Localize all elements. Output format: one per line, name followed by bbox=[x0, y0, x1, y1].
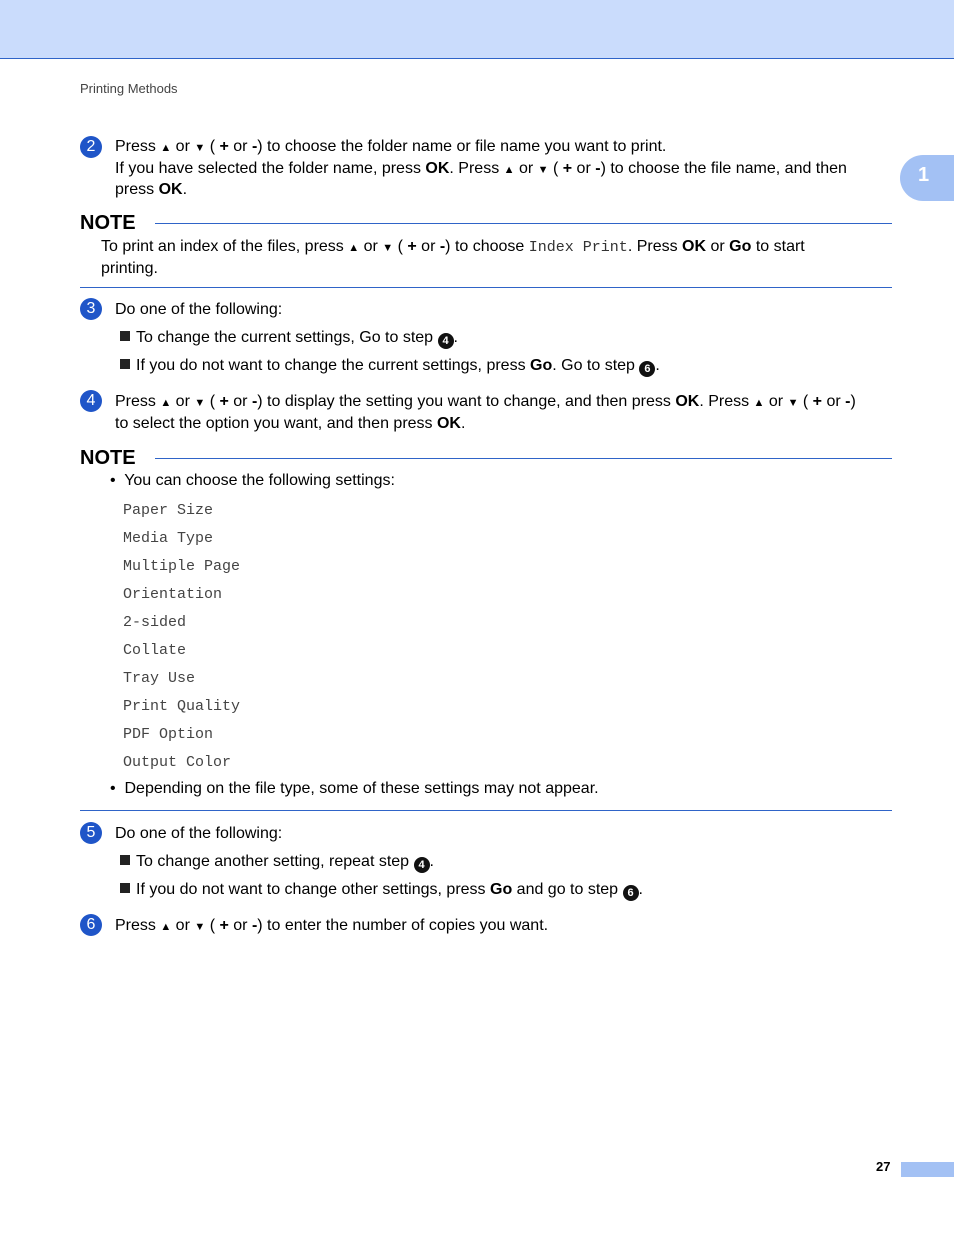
setting-item: Collate bbox=[123, 642, 187, 659]
up-arrow-icon: ▲ bbox=[753, 397, 765, 409]
step-2-text: Press ▲ or ▼ ( + or -) to choose the folder name or file name you want to print. If you have selected the folder name, press OK. Press ▲ or ▼ ( + or -) to choose the file name, and then press OK. bbox=[115, 138, 847, 198]
step-ref-4: 4 bbox=[414, 857, 430, 873]
square-bullet-icon bbox=[120, 855, 130, 865]
up-arrow-icon: ▲ bbox=[503, 163, 515, 176]
note-1-rule bbox=[155, 223, 892, 224]
step-2-marker: 2 bbox=[80, 136, 102, 158]
setting-item: Print Quality bbox=[123, 698, 241, 715]
down-arrow-icon: ▼ bbox=[194, 397, 206, 409]
chapter-number: 1 bbox=[918, 164, 930, 186]
header-band bbox=[0, 0, 954, 59]
step-3-bullet-1: To change the current settings, Go to step 4 . bbox=[120, 328, 458, 349]
note-1-text: To print an index of the files, press ▲ or ▼ ( + or -) to choose Index Print. Press OK or Go to start printing. bbox=[101, 238, 805, 277]
note-2-rule bbox=[155, 458, 892, 459]
up-arrow-icon: ▲ bbox=[160, 921, 172, 933]
up-arrow-icon: ▲ bbox=[160, 142, 172, 154]
chapter-tab bbox=[900, 155, 954, 201]
setting-item: Paper Size bbox=[123, 502, 214, 519]
note-2-title: NOTE bbox=[80, 447, 136, 469]
step-4-text: Press ▲ or ▼ ( + or -) to display the setting you want to change, and then press OK. Press ▲ or ▼ ( + or -) to select the option you want, and then press OK. bbox=[115, 393, 856, 432]
step-6-marker: 6 bbox=[80, 914, 102, 936]
step-3-intro: Do one of the following: bbox=[115, 301, 283, 318]
note-1-title: NOTE bbox=[80, 212, 136, 234]
square-bullet-icon bbox=[120, 331, 130, 341]
note-2-end-rule bbox=[80, 810, 892, 811]
down-arrow-icon: ▼ bbox=[537, 163, 549, 176]
setting-item: Orientation bbox=[123, 586, 223, 603]
down-arrow-icon: ▼ bbox=[194, 142, 206, 154]
setting-item: Output Color bbox=[123, 754, 232, 771]
step-3-bullet-2: If you do not want to change the current settings, press Go. Go to step 6 . bbox=[120, 356, 660, 377]
step-5-intro: Do one of the following: bbox=[115, 825, 283, 842]
step-ref-4: 4 bbox=[438, 333, 454, 349]
step-ref-6: 6 bbox=[623, 885, 639, 901]
up-arrow-icon: ▲ bbox=[348, 242, 360, 254]
setting-item: Multiple Page bbox=[123, 558, 241, 575]
square-bullet-icon bbox=[120, 359, 130, 369]
step-5-bullet-2: If you do not want to change other settings, press Go and go to step 6 . bbox=[120, 880, 643, 901]
page-number-bar bbox=[901, 1162, 954, 1177]
page-number: 27 bbox=[876, 1159, 891, 1174]
step-3-marker: 3 bbox=[80, 298, 102, 320]
setting-item: 2-sided bbox=[123, 614, 187, 631]
step-4-marker: 4 bbox=[80, 390, 102, 412]
down-arrow-icon: ▼ bbox=[194, 921, 206, 933]
setting-item: Tray Use bbox=[123, 670, 196, 687]
up-arrow-icon: ▲ bbox=[160, 397, 172, 409]
step-ref-6: 6 bbox=[639, 361, 655, 377]
note-2-bullet-1: • You can choose the following settings: bbox=[110, 472, 395, 489]
note-1-end-rule bbox=[80, 287, 892, 288]
step-6-text: Press ▲ or ▼ ( + or -) to enter the number of copies you want. bbox=[115, 917, 549, 934]
note-2-bullet-2: • Depending on the file type, some of these settings may not appear. bbox=[110, 780, 599, 797]
setting-item: PDF Option bbox=[123, 726, 214, 743]
down-arrow-icon: ▼ bbox=[787, 397, 799, 409]
down-arrow-icon: ▼ bbox=[382, 242, 394, 254]
index-print-code: Index Print bbox=[528, 239, 628, 256]
running-head: Printing Methods bbox=[80, 81, 178, 96]
square-bullet-icon bbox=[120, 883, 130, 893]
step-5-bullet-1: To change another setting, repeat step 4 . bbox=[120, 852, 434, 873]
setting-item: Media Type bbox=[123, 530, 214, 547]
step-5-marker: 5 bbox=[80, 822, 102, 844]
